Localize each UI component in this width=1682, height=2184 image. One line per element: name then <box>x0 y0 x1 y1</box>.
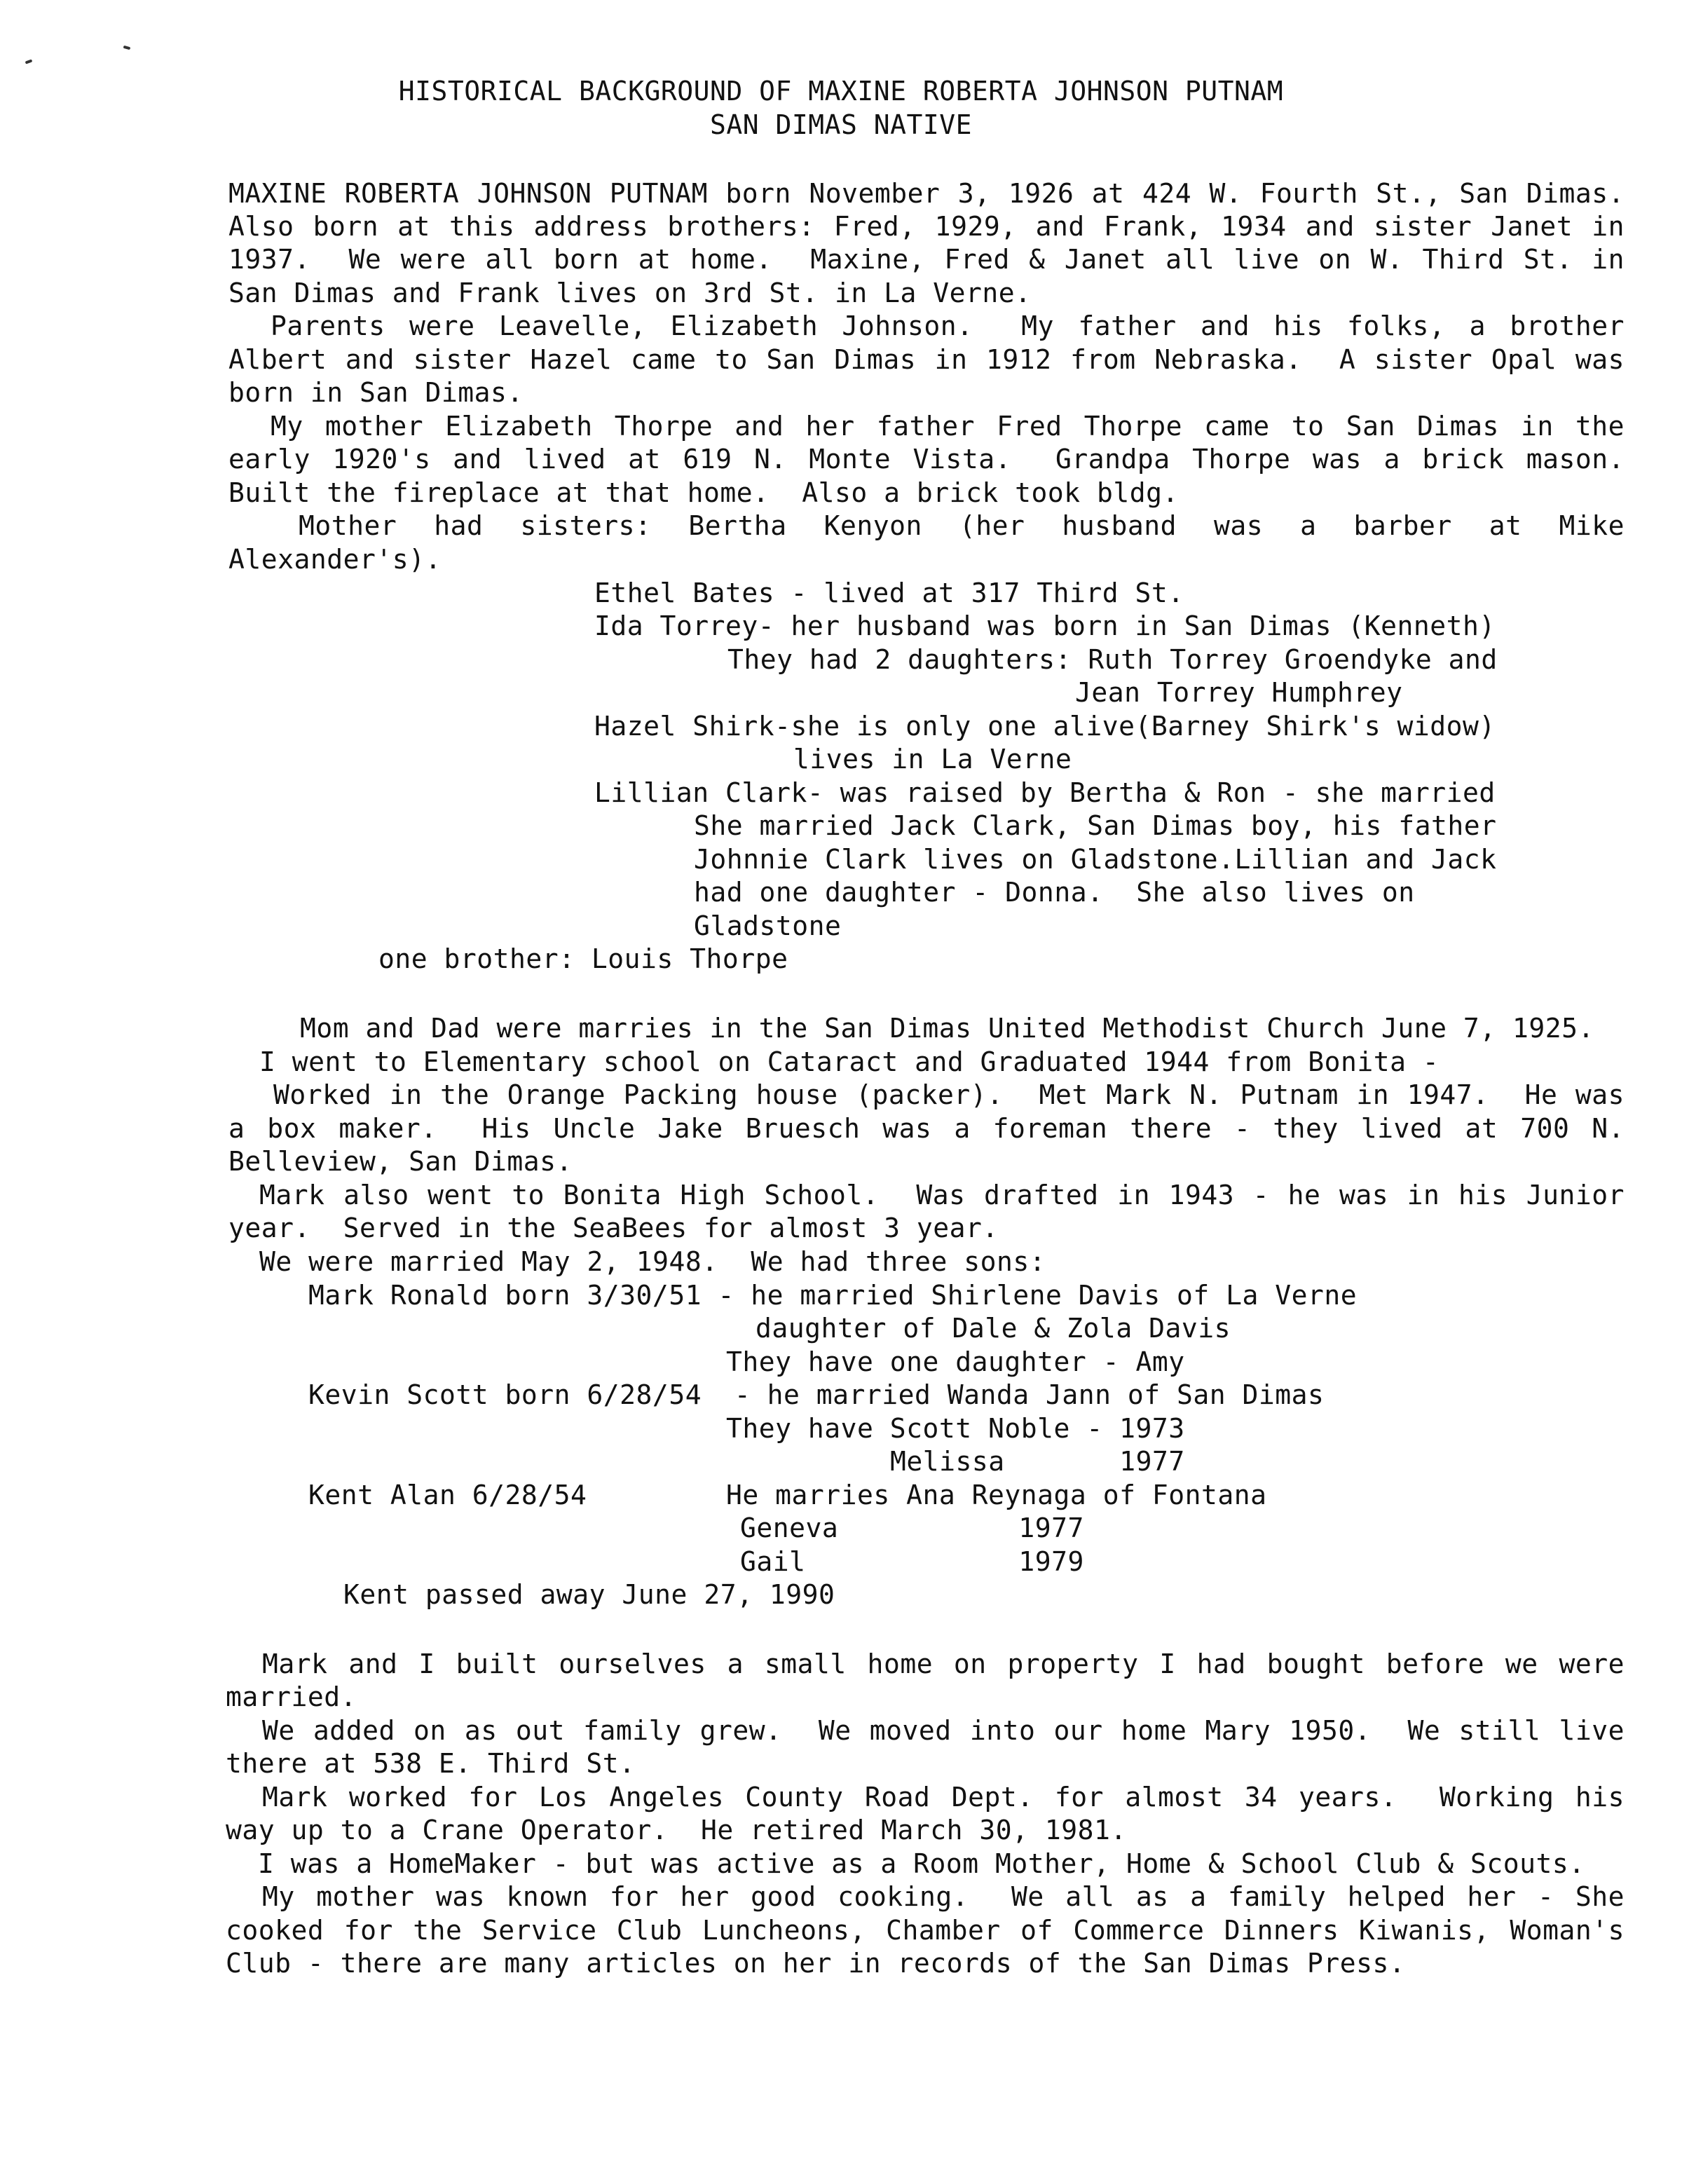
text-line: Kent Alan 6/28/54 <box>308 1480 587 1510</box>
text-line: Belleview, San Dimas. <box>228 1146 573 1177</box>
text-line: They have Scott Noble - 1973 <box>726 1413 1185 1444</box>
text-line: Mom and Dad were marries in the San Dimas United Methodist Church June 7, 1925. <box>300 1013 1594 1044</box>
text-line: early 1920's and lived at 619 N. Monte Vista. Grandpa Thorpe was a brick mason. <box>228 444 1625 475</box>
text-line: Worked in the Orange Packing house (packer). Met Mark N. Putnam in 1947. He was <box>273 1079 1625 1110</box>
text-line: married. <box>226 1681 357 1712</box>
text-line: Gladstone <box>694 910 842 941</box>
document-title: HISTORICAL BACKGROUND OF MAXINE ROBERTA JOHNSON PUTNAM <box>398 76 1284 107</box>
text-line: They have one daughter - Amy <box>726 1346 1185 1377</box>
scan-speck <box>123 46 131 50</box>
text-line: there at 538 E. Third St. <box>226 1748 636 1779</box>
text-line: My mother was known for her good cooking. We all as a family helped her - She <box>262 1881 1625 1912</box>
scan-speck <box>25 59 33 64</box>
text-line: Kent passed away June 27, 1990 <box>343 1579 835 1610</box>
text-line: We were married May 2, 1948. We had three sons: <box>259 1246 1046 1277</box>
text-line: San Dimas and Frank lives on 3rd St. in La Verne. <box>228 278 1032 308</box>
text-line: Parents were Leavelle, Elizabeth Johnson. My father and his folks, a brother <box>271 310 1625 341</box>
text-line: Melissa 1977 <box>890 1446 1185 1477</box>
text-line: Mark Ronald born 3/30/51 - he married Shirlene Davis of La Verne <box>308 1280 1358 1311</box>
text-line: Also born at this address brothers: Fred, 1929, and Frank, 1934 and sister Janet in <box>228 211 1625 242</box>
text-line: cooked for the Service Club Luncheons, Chamber of Commerce Dinners Kiwanis, Woman's <box>226 1915 1625 1946</box>
text-line: daughter of Dale & Zola Davis <box>755 1313 1231 1344</box>
text-line: MAXINE ROBERTA JOHNSON PUTNAM born November 3, 1926 at 424 W. Fourth St., San Dimas. <box>228 178 1625 209</box>
text-line: Alexander's). <box>228 544 442 575</box>
text-line: Ida Torrey- her husband was born in San Dimas (Kenneth) <box>594 610 1496 641</box>
text-line: Albert and sister Hazel came to San Dimas in 1912 from Nebraska. A sister Opal was <box>228 344 1625 375</box>
text-line: They had 2 daughters: Ruth Torrey Groendyke and <box>727 644 1498 675</box>
text-line: Mark also went to Bonita High School. Was drafted in 1943 - he was in his Junior <box>259 1180 1625 1210</box>
text-line: She married Jack Clark, San Dimas boy, his father <box>694 810 1497 841</box>
text-line: one brother: Louis Thorpe <box>378 943 788 974</box>
text-line: I was a HomeMaker - but was active as a Room Mother, Home & School Club & Scouts. <box>258 1848 1585 1879</box>
text-line: Mother had sisters: Bertha Kenyon (her husband was a barber at Mike <box>299 510 1625 541</box>
text-line: way up to a Crane Operator. He retired March 30, 1981. <box>226 1815 1127 1845</box>
text-line: Kevin Scott born 6/28/54 - he married Wanda Jann of San Dimas <box>308 1379 1325 1410</box>
text-line: a box maker. His Uncle Jake Bruesch was a foreman there - they lived at 700 N. <box>228 1113 1625 1144</box>
text-line: lives in La Verne <box>793 744 1072 774</box>
text-line: 1937. We were all born at home. Maxine, Fred & Janet all live on W. Third St. in <box>228 244 1625 275</box>
text-line: Ethel Bates - lived at 317 Third St. <box>594 578 1184 608</box>
text-line: Club - there are many articles on her in records of the San Dimas Press. <box>226 1948 1406 1979</box>
text-line: Gail 1979 <box>740 1546 1084 1577</box>
text-line: Jean Torrey Humphrey <box>1075 677 1403 708</box>
text-line: Built the fireplace at that home. Also a brick took bldg. <box>228 477 1179 508</box>
text-line: Geneva 1977 <box>740 1513 1084 1543</box>
document-subtitle: SAN DIMAS NATIVE <box>709 109 973 140</box>
text-line: I went to Elementary school on Cataract and Graduated 1944 from Bonita - <box>259 1046 1440 1077</box>
text-line: Hazel Shirk-she is only one alive(Barney Shirk's widow) <box>594 711 1496 742</box>
text-line: We added on as out family grew. We moved into our home Mary 1950. We still live <box>262 1715 1625 1746</box>
text-line: born in San Dimas. <box>228 377 524 408</box>
text-line: Johnnie Clark lives on Gladstone.Lillian and Jack <box>694 844 1497 875</box>
text-line: Mark and I built ourselves a small home on property I had bought before we were <box>262 1649 1625 1679</box>
text-line: Mark worked for Los Angeles County Road Dept. for almost 34 years. Working his <box>262 1782 1625 1813</box>
text-line: had one daughter - Donna. She also lives on <box>694 877 1415 908</box>
text-line: He marries Ana Reynaga of Fontana <box>726 1480 1267 1510</box>
text-line: Lillian Clark- was raised by Bertha & Ron - she married <box>594 777 1496 808</box>
text-line: year. Served in the SeaBees for almost 3 year. <box>228 1213 999 1243</box>
text-line: My mother Elizabeth Thorpe and her father Fred Thorpe came to San Dimas in the <box>271 411 1625 442</box>
